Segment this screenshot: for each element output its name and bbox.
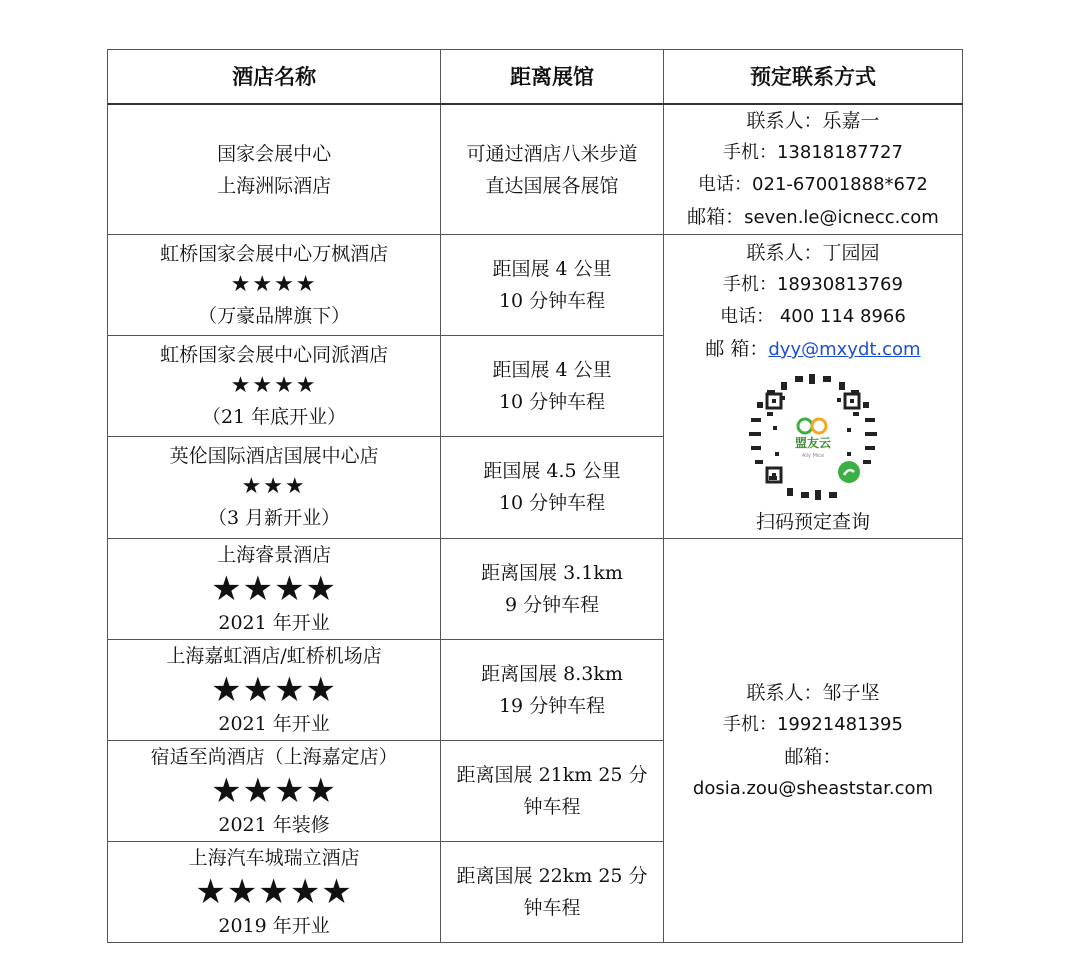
contact-email-line — [666, 333, 960, 366]
hotel-note: 2021 年装修 — [218, 814, 330, 836]
distance-cell — [441, 104, 664, 235]
contact-email[interactable]: dosia.zou@sheaststar.com — [692, 777, 934, 799]
contact-phone: 电话： 400 114 8966 — [720, 306, 906, 327]
contact-phone: 电话：021-67001888*672 — [698, 174, 928, 195]
qr-code[interactable] — [747, 372, 879, 504]
distance-cell — [441, 335, 664, 436]
table-row — [108, 104, 963, 235]
star-rating: ★★★ — [241, 474, 307, 500]
distance-text: 距国展 4.5 公里 — [483, 460, 621, 483]
table-row — [108, 235, 963, 336]
contact-email[interactable]: seven.le@icnecc.com — [744, 207, 939, 228]
distance-text: 距离国展 3.1km — [481, 562, 623, 584]
hotel-note: （3 月新开业） — [208, 507, 341, 530]
hotel-note: （万豪品牌旗下） — [198, 304, 351, 327]
header-distance: 距离展馆 — [441, 50, 664, 105]
distance-text: 距离国展 8.3km — [481, 663, 623, 685]
distance-text: 钟车程 — [523, 796, 581, 818]
star-rating: ★★★★ — [230, 271, 318, 297]
contact-person: 联系人：邹子坚 — [746, 681, 880, 704]
hotel-name-cell — [108, 741, 441, 842]
email-label: 邮箱： — [687, 206, 745, 228]
hotel-name: 英伦国际酒店国展中心店 — [169, 445, 379, 468]
distance-text: 距国展 4 公里 — [492, 257, 612, 280]
distance-text: 距国展 4 公里 — [492, 358, 612, 381]
distance-cell — [441, 436, 664, 538]
table-row — [108, 539, 963, 640]
hotel-name-cell — [108, 235, 441, 336]
hotel-name: 上海嘉虹酒店/虹桥机场店 — [166, 645, 382, 667]
contact-cell — [663, 104, 962, 235]
hotel-table — [107, 49, 963, 943]
distance-text: 9 分钟车程 — [504, 594, 600, 616]
hotel-name: 虹桥国家会展中心万枫酒店 — [160, 242, 389, 265]
hotel-name-cell — [108, 335, 441, 436]
hotel-name-cell — [108, 640, 441, 741]
qr-caption: 扫码预定查询 — [755, 511, 870, 533]
contact-person: 联系人：丁园园 — [746, 242, 880, 264]
contact-mobile: 手机：19921481395 — [722, 713, 903, 735]
distance-text: 距离国展 22km 25 分 — [456, 865, 648, 887]
header-contact: 预定联系方式 — [663, 50, 962, 105]
header-row — [108, 50, 963, 105]
contact-mobile: 手机：13818187727 — [722, 142, 903, 163]
hotel-name: 上海汽车城瑞立酒店 — [188, 847, 360, 869]
contact-email-line — [666, 201, 960, 234]
hotel-name-cell — [108, 104, 441, 235]
hotel-name: 虹桥国家会展中心同派酒店 — [160, 343, 389, 366]
hotel-note: 2021 年开业 — [218, 612, 330, 634]
email-label: 邮 箱： — [705, 338, 769, 360]
contact-mobile: 手机：18930813769 — [722, 274, 903, 295]
hotel-note: 2021 年开业 — [218, 713, 330, 735]
contact-cell — [663, 539, 962, 943]
contact-cell — [663, 235, 962, 539]
hotel-note: （21 年底开业） — [201, 405, 347, 428]
hotel-name: 上海洲际酒店 — [217, 174, 332, 197]
distance-text: 19 分钟车程 — [498, 695, 606, 717]
contact-email-link[interactable]: dyy@mxydt.com — [768, 339, 921, 360]
qr-brand: 盟友云 — [794, 436, 831, 450]
email-label: 邮箱： — [784, 745, 842, 768]
hotel-note: 2019 年开业 — [218, 915, 330, 937]
hotel-name-cell — [108, 842, 441, 943]
hotel-name: 宿适至尚酒店（上海嘉定店） — [150, 746, 398, 768]
hotel-name: 上海睿景酒店 — [217, 544, 332, 566]
distance-cell — [441, 539, 664, 640]
distance-text: 钟车程 — [523, 897, 581, 919]
distance-text: 直达国展各展馆 — [485, 174, 619, 197]
hotel-name: 国家会展中心 — [217, 142, 332, 165]
distance-text: 10 分钟车程 — [498, 492, 606, 515]
star-rating: ★★★★ — [211, 569, 338, 609]
distance-text: 10 分钟车程 — [498, 390, 606, 413]
star-rating: ★★★★ — [230, 372, 318, 398]
header-hotel-name: 酒店名称 — [108, 50, 441, 105]
star-rating: ★★★★ — [211, 670, 338, 710]
distance-cell — [441, 235, 664, 336]
hotel-name-cell — [108, 539, 441, 640]
distance-cell — [441, 842, 664, 943]
distance-text: 10 分钟车程 — [498, 289, 606, 312]
distance-text: 可通过酒店八米步道 — [466, 142, 638, 165]
star-rating: ★★★★ — [211, 771, 338, 811]
star-rating: ★★★★★ — [195, 872, 353, 912]
contact-person: 联系人：乐嘉一 — [746, 110, 880, 132]
distance-cell — [441, 741, 664, 842]
distance-cell — [441, 640, 664, 741]
qr-brand-sub: Ally Mice — [801, 453, 825, 459]
distance-text: 距离国展 21km 25 分 — [456, 764, 648, 786]
hotel-name-cell — [108, 436, 441, 538]
